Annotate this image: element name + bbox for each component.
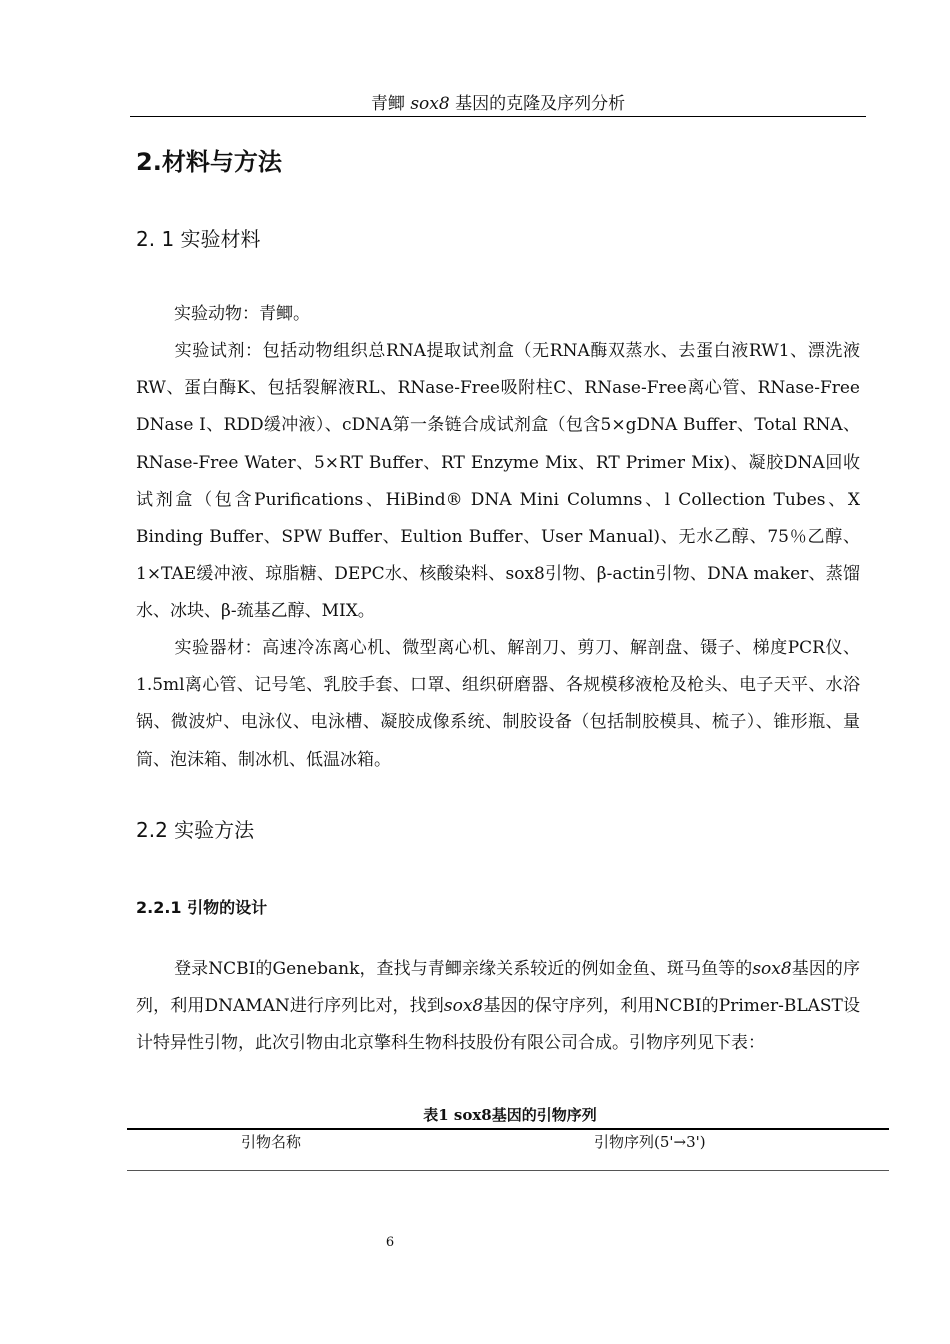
- page-number: 6: [385, 1235, 395, 1250]
- table-caption: 表1 sox8基因的引物序列: [423, 1106, 597, 1124]
- running-header-text-end: 基因的克隆及序列分析: [449, 94, 626, 114]
- table-top-rule: [127, 1128, 889, 1130]
- gene-name-italic: sox8: [443, 996, 484, 1017]
- subsection-methods-title: 2.2 实验方法: [136, 818, 255, 842]
- running-header-text: 青鲫: [370, 94, 411, 114]
- paragraph-primer-design: [136, 951, 860, 1063]
- design-text-1: 登录NCBI的Genebank，查找与青鲫亲缘关系较近的例如金鱼、斑马鱼等的: [174, 959, 753, 979]
- header-rule: [130, 116, 866, 117]
- table-header-primer-name: 引物名称: [241, 1133, 302, 1151]
- paragraph-reagents: [136, 333, 860, 631]
- table-bottom-rule: [127, 1170, 889, 1171]
- running-header-gene: sox8: [410, 94, 450, 114]
- table-header-primer-sequence: 引物序列(5'→3'): [594, 1133, 706, 1151]
- paragraph-animals: [136, 296, 860, 333]
- design-text-3: 基因的保守序列，利用NCBI的Primer-BLAST设计特异性引物，此次引物由北京擎科生物科技股份有限公司合成。引物序列见下表：: [136, 996, 860, 1054]
- running-header: [130, 92, 866, 116]
- subsection-materials-title: 2. 1 实验材料: [136, 227, 261, 251]
- paragraph-equipment: [136, 630, 860, 779]
- design-text-2: 基因的序列，利用DNAMAN进行序列比对，找到: [136, 959, 861, 1017]
- reagents-text: 实验试剂：包括动物组织总RNA提取试剂盒（无RNA酶双蒸水、去蛋白液RW1、漂洗液RW、蛋白酶K、包括裂解液RL、RNase-Free吸附柱C、RNase-Free离心管、RNase-Free DNase I、RDD缓冲液）、cDNA第一条链合成试剂盒（包含5×gDNA Buffer、Total RNA、RNase-Free Water、5×RT Buffer、RT Enzyme Mix、RT Primer Mix)、凝胶DNA回收试剂盒（包含Purifications、HiBind® DNA Mini Columns、l Collection Tubes、X Binding Buffer、SPW Buffer、Eultion Buffer、User Manual)、无水乙醇、75％乙醇、1×TAE缓冲液、琼脂糖、DEPC水、核酸染料、sox8引物、β-actin引物、DNA maker、蒸馏水、冰块、β-巯基乙醇、MIX。: [136, 341, 860, 622]
- animals-text: 实验动物：青鲫。: [174, 304, 310, 324]
- gene-name-italic: sox8: [752, 959, 792, 979]
- section-title: 2.材料与方法: [136, 148, 282, 176]
- subsubsection-primer-design-title: 2.2.1 引物的设计: [136, 898, 268, 917]
- equipment-text: 实验器材：高速冷冻离心机、微型离心机、解剖刀、剪刀、解剖盘、镊子、梯度PCR仪、1.5ml离心管、记号笔、乳胶手套、口罩、组织研磨器、各规模移液枪及枪头、电子天平、水浴锅、微波炉、电泳仪、电泳槽、凝胶成像系统、制胶设备（包括制胶模具、梳子）、锥形瓶、量筒、泡沫箱、制冰机、低温冰箱。: [136, 638, 860, 770]
